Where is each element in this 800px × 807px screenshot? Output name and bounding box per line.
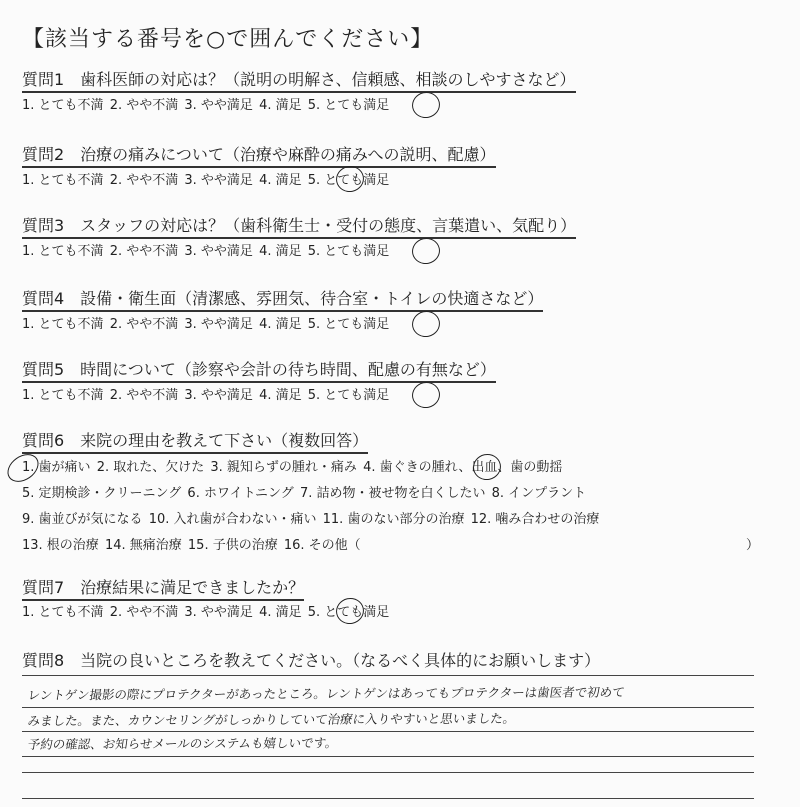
q1-option-5[interactable]: 5. とても満足 (307, 98, 390, 113)
q3-options (22, 243, 391, 260)
q4-answer-circle (410, 308, 443, 339)
q7-option-3[interactable]: 3. やや満足 (184, 605, 253, 620)
q6-row-3 (22, 511, 601, 528)
q5-option-3[interactable]: 3. やや満足 (184, 388, 253, 403)
q6-option-13[interactable]: 13. 根の治療 (22, 538, 99, 553)
q5-option-4[interactable]: 4. 満足 (259, 388, 302, 403)
q4-option-5[interactable]: 5. とても満足 (307, 317, 390, 332)
q8-handwritten-line-2: みました。また、カウンセリングがしっかりしていて治療に入りやすいと思いました。 (26, 710, 517, 729)
q7-option-5[interactable]: 5. とても満足 (307, 605, 390, 620)
q6-answer-circle-1 (2, 448, 44, 487)
q6-option-15[interactable]: 15. 子供の治療 (187, 538, 278, 553)
q1-answer-circle (410, 89, 443, 120)
q6-option-3[interactable]: 3. 親知らずの腫れ・痛み (210, 460, 357, 475)
q4-options (22, 316, 391, 333)
q1-title: 質問1 歯科医師の対応は？（説明の明解さ、信頼感、相談のしやすさなど） (22, 70, 576, 93)
q6-option-8[interactable]: 8. インプラント (491, 486, 587, 501)
q8-ruled-line-1 (22, 675, 754, 676)
q4-option-4[interactable]: 4. 満足 (259, 317, 302, 332)
q6-option-14[interactable]: 14. 無痛治療 (104, 538, 182, 553)
q8-ruled-line-6 (22, 798, 754, 799)
q3-option-4[interactable]: 4. 満足 (259, 244, 302, 259)
q6-option-9[interactable]: 9. 歯並びが気になる (22, 512, 143, 527)
q6-option-2[interactable]: 2. 取れた、欠けた (96, 460, 205, 475)
q3-option-3[interactable]: 3. やや満足 (184, 244, 253, 259)
q6-option-12[interactable]: 12. 噛み合わせの治療 (470, 512, 600, 527)
q7-option-4[interactable]: 4. 満足 (259, 605, 302, 620)
q3-option-1[interactable]: 1. とても不満 (22, 244, 104, 259)
q1-options (22, 97, 391, 114)
q4-option-3[interactable]: 3. やや満足 (184, 317, 253, 332)
q6-option-4[interactable]: 4. 歯ぐきの腫れ、出血、歯の動揺 (363, 460, 563, 475)
q2-title: 質問2 治療の痛みについて（治療や麻酔の痛みへの説明、配慮） (22, 145, 496, 168)
q5-answer-circle (410, 379, 443, 410)
q6-option-7[interactable]: 7. 詰め物・被せ物を白くしたい (299, 486, 486, 501)
q1-option-2[interactable]: 2. やや不満 (109, 98, 179, 113)
q7-answer-circle (334, 595, 367, 626)
q7-option-2[interactable]: 2. やや不満 (109, 605, 179, 620)
q7-option-1[interactable]: 1. とても不満 (22, 605, 104, 620)
q2-answer-circle (334, 163, 367, 194)
q6-answer-circle-4 (471, 451, 504, 482)
q8-ruled-line-2 (22, 707, 754, 708)
q6-other-close-paren: ） (746, 538, 760, 553)
q4-option-1[interactable]: 1. とても不満 (22, 317, 104, 332)
q6-option-1[interactable]: 1. 歯が痛い (22, 460, 91, 475)
q4-title: 質問4 設備・衛生面（清潔感、雰囲気、待合室・トイレの快適さなど） (22, 289, 543, 312)
q6-option-16[interactable]: 16. その他（ (283, 538, 361, 553)
q8-title: 質問8 当院の良いところを教えてください。（なるべく具体的にお願いします） (22, 651, 601, 670)
q6-row-2 (22, 485, 588, 502)
q2-option-2[interactable]: 2. やや不満 (109, 173, 179, 188)
q8-ruled-line-5 (22, 772, 754, 773)
q5-title: 質問5 時間について（診察や会計の待ち時間、配慮の有無など） (22, 360, 496, 383)
q5-option-2[interactable]: 2. やや不満 (109, 388, 179, 403)
q6-option-5[interactable]: 5. 定期検診・クリーニング (22, 486, 182, 501)
q3-answer-circle (410, 235, 443, 266)
q6-option-11[interactable]: 11. 歯のない部分の治療 (322, 512, 465, 527)
q2-option-4[interactable]: 4. 満足 (259, 173, 302, 188)
q5-option-5[interactable]: 5. とても満足 (307, 388, 390, 403)
q4-option-2[interactable]: 2. やや不満 (109, 317, 179, 332)
q7-title: 質問7 治療結果に満足できましたか？ (22, 578, 304, 601)
q6-option-10[interactable]: 10. 入れ歯が合わない・痛い (148, 512, 317, 527)
q6-row-4 (22, 537, 363, 554)
q3-option-2[interactable]: 2. やや不満 (109, 244, 179, 259)
q2-option-1[interactable]: 1. とても不満 (22, 173, 104, 188)
q6-option-6[interactable]: 6. ホワイトニング (187, 486, 294, 501)
instruction-heading: 【該当する番号を○で囲んでください】 (22, 27, 434, 52)
q8-ruled-line-3 (22, 731, 754, 732)
q1-option-1[interactable]: 1. とても不満 (22, 98, 104, 113)
q8-ruled-line-4 (22, 756, 754, 757)
q5-options (22, 387, 391, 404)
q3-option-5[interactable]: 5. とても満足 (307, 244, 390, 259)
q1-option-4[interactable]: 4. 満足 (259, 98, 302, 113)
q5-option-1[interactable]: 1. とても不満 (22, 388, 104, 403)
q3-title: 質問3 スタッフの対応は？（歯科衛生士・受付の態度、言葉遣い、気配り） (22, 216, 576, 239)
q2-option-5[interactable]: 5. とても満足 (307, 173, 390, 188)
q8-handwritten-line-1: レントゲン撮影の際にプロテクターがあったところ。レントゲンはあってもプロテクターは歯医者で初めて (26, 684, 626, 703)
q6-title: 質問6 来院の理由を教えて下さい（複数回答） (22, 431, 368, 454)
q8-handwritten-line-3: 予約の確認、お知らせメールのシステムも嬉しいです。 (26, 735, 339, 752)
q2-option-3[interactable]: 3. やや満足 (184, 173, 253, 188)
q1-option-3[interactable]: 3. やや満足 (184, 98, 253, 113)
